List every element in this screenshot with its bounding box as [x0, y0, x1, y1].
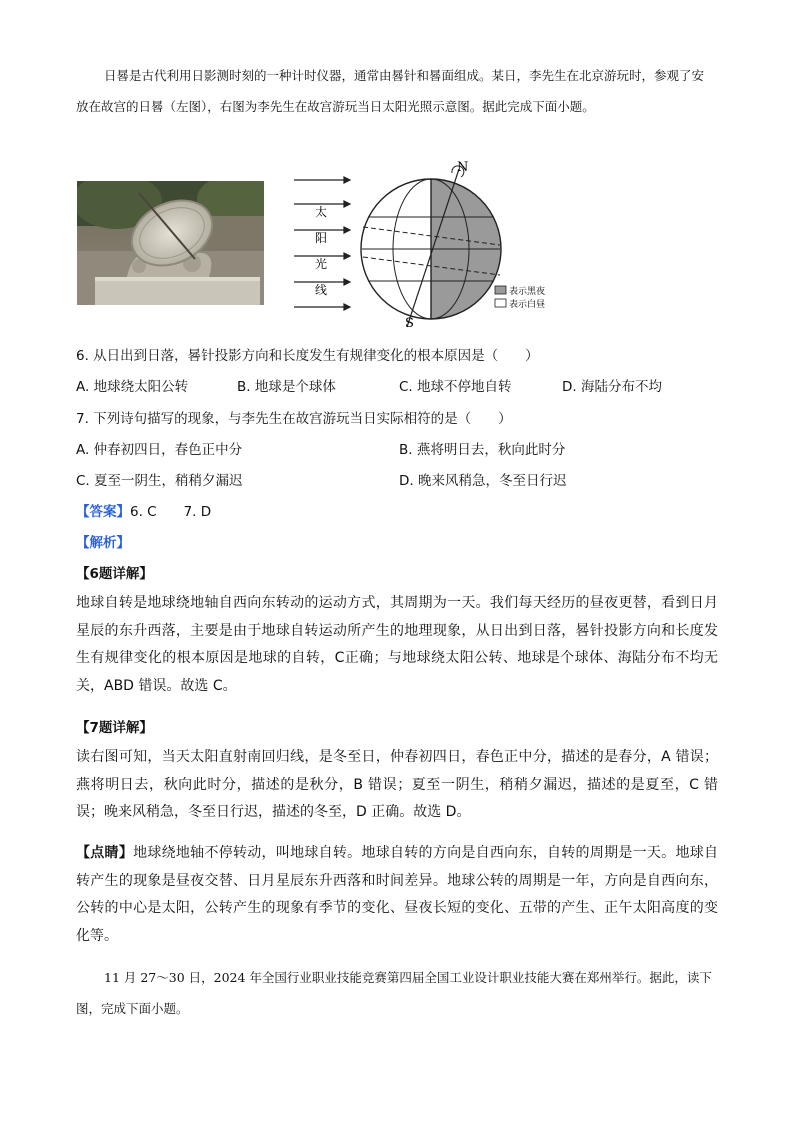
legend-night: 表示黑夜 [509, 287, 546, 297]
sun-label-3: 光 [315, 257, 328, 271]
answer-tag: 【答案】 [76, 504, 130, 520]
q7-option-b[interactable]: B. 燕将明日去，秋向此时分 [399, 442, 566, 458]
d7-text: 读右图可知，当天太阳直射南回归线，是冬至日，仲春初四日，春色正中分，描述的是春分，A 错误；燕将明日去，秋向此时分，描述的是秋分，B 错误；夏至一阴生，稍稍夕漏迟，描述的是夏至，C 错误；晚来风稍急，冬至日行迟，描述的冬至，D 正确。故选 D。 [76, 749, 718, 820]
q7-option-a[interactable]: A. 仲春初四日，春色正中分 [76, 442, 243, 458]
sundial-photo [77, 181, 264, 305]
illumination-diagram [289, 157, 559, 332]
d6-heading [76, 562, 153, 582]
d6-text: 地球自转是地球绕地轴自西向东转动的运动方式，其周期为一天。我们每天经历的昼夜更替，看到日月星辰的东升西落，主要是由于地球自转运动所产生的地理现象，从日出到日落，晷针投影方向和长度发生有规律变化的根本原因是地球的自转，C正确；与地球绕太阳公转、地球是个球体、海陆分布不均无关，ABD 错误。故选 C。 [76, 595, 718, 694]
q7-option-c[interactable]: C. 夏至一阴生，稍稍夕漏迟 [76, 473, 243, 489]
d7-heading [76, 716, 153, 736]
globe [361, 166, 501, 327]
q7-option-d[interactable]: D. 晚来风稍急，冬至日行迟 [399, 473, 567, 489]
analysis-tag: 【解析】 [76, 535, 130, 551]
q6-option-c[interactable]: C. 地球不停地自转 [399, 379, 512, 395]
sun-label-4: 线 [315, 283, 328, 297]
intro-paragraph: 日晷是古代利用日影测时刻的一种计时仪器，通常由晷针和晷面组成。某日，李先生在北京游玩时，参观了安放在故宫的日晷（左图），右图为李先生在故宫游玩当日太阳光照示意图。据此完成下面小题。 [76, 68, 705, 114]
q6-option-a[interactable]: A. 地球绕太阳公转 [76, 379, 189, 395]
q7-stem: 7. 下列诗句描写的现象，与李先生在故宫游玩当日实际相符的是（ ） [76, 411, 512, 427]
legend-day: 表示白昼 [509, 300, 546, 310]
answer-text: 6. C 7. D [130, 504, 212, 520]
dianjing-paragraph [76, 840, 718, 950]
answer-line [76, 500, 211, 520]
sun-label-2: 阳 [315, 231, 328, 245]
dianjing-tag: 【点睛】 [76, 845, 134, 861]
q6-option-d[interactable]: D. 海陆分布不均 [562, 379, 662, 395]
dianjing-text: 地球绕地轴不停转动，叫地球自转。地球自转的方向是自西向东，自转的周期是一天。地球自转产生的现象是昼夜交替、日月星辰东升西落和时间差异。地球公转的周期是一年，方向是自西向东，公转的中心是太阳，公转产生的现象有季节的变化、昼夜长短的变化、五带的产生、正午太阳高度的变化等。 [76, 845, 719, 944]
q6-option-b[interactable]: B. 地球是个球体 [237, 379, 336, 395]
legend-day-swatch [495, 299, 506, 307]
next-intro-paragraph: 11 月 27～30 日，2024 年全国行业职业技能竞赛第四届全国工业设计职业技能大赛在郑州举行。据此，读下图，完成下面小题。 [76, 970, 712, 1016]
d7-tag: 【7题详解】 [76, 720, 153, 736]
south-label: S [405, 316, 414, 331]
q6-stem: 6. 从日出到日落，晷针投影方向和长度发生有规律变化的根本原因是（ ） [76, 348, 539, 364]
analysis-line [76, 531, 130, 551]
north-label: N [457, 160, 469, 175]
d6-tag: 【6题详解】 [76, 566, 153, 582]
legend-night-swatch [495, 286, 506, 294]
sun-label-1: 太 [315, 205, 328, 219]
